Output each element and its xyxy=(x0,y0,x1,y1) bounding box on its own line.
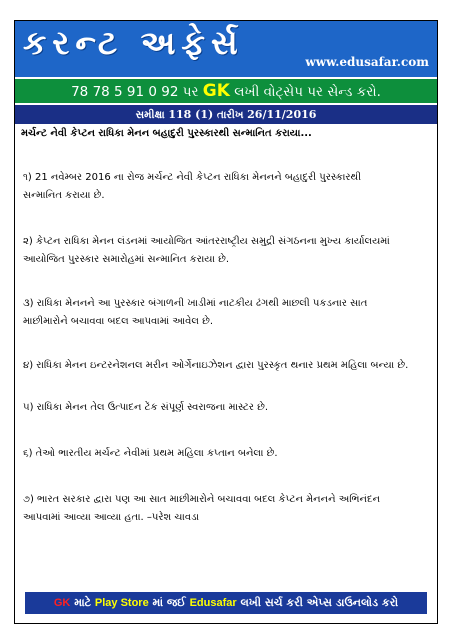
point-text: ૭) ભારત સરકાર દ્વારા પણ આ સાત માછીમારોને બચાવવા બદલ કેપ્ટન મેનનને અભિનંદન xyxy=(23,494,381,505)
point-item xyxy=(23,169,361,205)
gk-keyword: GK xyxy=(202,81,230,101)
date-label: તારીખ xyxy=(213,109,248,121)
review-date-bar xyxy=(15,105,437,124)
point-item xyxy=(23,445,278,463)
page-title: કરન્ટ અફેર્સ xyxy=(23,23,244,62)
point-text: ૩) રાધિકા મેનનને આ પુરસ્કાર બંગાળની ખાડીમાં નાટકીય ઢંગથી માછલી પકડનાર સાત xyxy=(23,298,368,309)
whatsapp-number: 78 78 5 91 0 92 પર xyxy=(71,84,203,100)
footer-text: માં જઈ xyxy=(148,596,190,609)
website-link[interactable]: www.edusafar.com xyxy=(305,55,429,69)
news-headline: મર્ચન્ટ નેવી કેપ્ટન રાધિકા મેનન બહાદુરી પુરસ્કારથી સન્માનિત કરાયા... xyxy=(21,128,312,139)
point-text: ૪) રાધિકા મેનન ઇન્ટરનેશનલ મરીન ઓર્ગેનાઇઝેશન દ્વારા પુરસ્કૃત થનાર પ્રથમ મહિલા બન્યા છે. xyxy=(23,360,409,371)
point-text: આપવામાં આવ્યા આવ્યા હતા. –પરેશ ચાવડા xyxy=(23,512,200,523)
point-text: ૫) રાધિકા મેનન તેલ ઉત્પાદન ટેંક સંપૂર્ણ સ્વરાજના માસ્ટર છે. xyxy=(23,402,269,413)
review-date: 26/11/2016 xyxy=(247,108,317,121)
point-text: સન્માનિત કરાયા છે. xyxy=(23,190,105,201)
footer-banner xyxy=(25,592,427,614)
point-text: આયોજિત પુરસ્કાર સમારોહમાં સન્માનિત કરાયા છે. xyxy=(23,254,230,265)
footer-text: માટે xyxy=(70,596,95,609)
footer-gk: GK xyxy=(53,597,71,609)
document-page xyxy=(14,20,438,624)
point-item xyxy=(23,233,390,269)
point-text: માછીમારોને બચાવવા બદલ આપવામાં આવેલ છે. xyxy=(23,316,214,327)
footer-edusafar: Edusafar xyxy=(189,597,237,609)
point-item xyxy=(23,491,380,527)
point-text: ૬) તેઓ ભારતીય મર્ચન્ટ નેવીમાં પ્રથમ મહિલા કપ્તાન બનેલા છે. xyxy=(23,448,278,459)
point-item xyxy=(23,357,408,375)
point-item xyxy=(23,295,367,331)
whatsapp-instruction: લખી વોટ્સેપ પર સેન્ડ કરો. xyxy=(229,84,381,100)
footer-text: લખી સર્ચ કરી એપ્સ ડાઉનલોડ કરો xyxy=(236,596,399,609)
header-banner xyxy=(15,21,437,77)
point-text: ૨) કેપ્ટન રાધિકા મેનન લંડનમાં આયોજિત આંતરરાષ્ટ્રીય સમુદ્રી સંગઠનના મુખ્ય કાર્યાલયમાં xyxy=(23,236,390,247)
footer-playstore: Play Store xyxy=(94,597,149,609)
whatsapp-bar xyxy=(15,79,437,103)
point-item xyxy=(23,399,268,417)
point-text: ૧) 21 નવેમ્બર 2016 ના રોજ મર્ચન્ટ નેવી કેપ્ટન રાધિકા મેનનને બહાદુરી પુરસ્કારથી xyxy=(23,172,362,183)
review-label: સમીક્ષા xyxy=(135,109,169,121)
review-number: 118 (1) xyxy=(168,108,214,121)
